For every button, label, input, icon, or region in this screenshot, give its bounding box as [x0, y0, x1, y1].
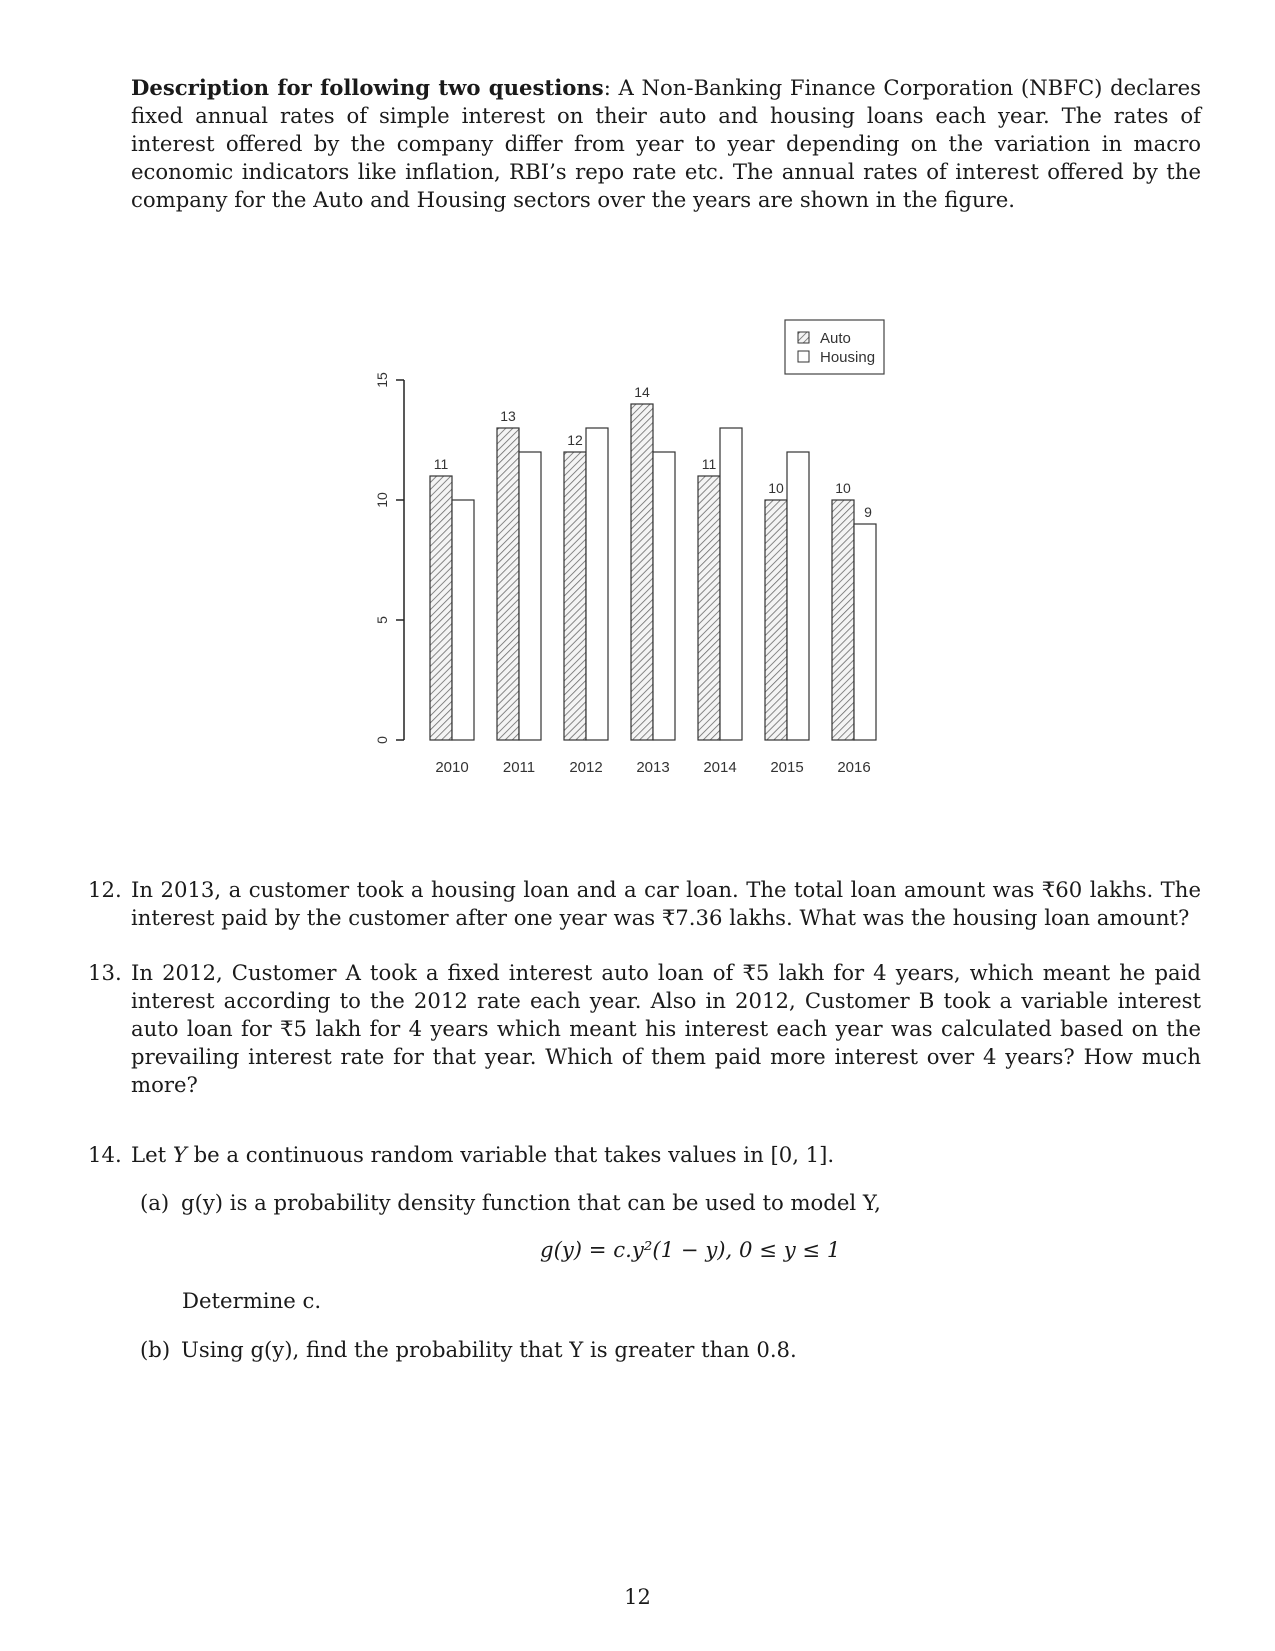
data-label-auto-2016: 10	[835, 480, 851, 496]
bars	[430, 384, 876, 740]
data-label-auto-2011: 13	[500, 408, 516, 424]
x-tick-label-2012: 2012	[569, 759, 603, 776]
legend-auto-swatch	[798, 332, 809, 343]
subpart-text: g(y) is a probability density function that can be used to model Y,	[181, 1190, 881, 1215]
bar-housing-2011	[519, 452, 541, 740]
x-tick-label-2011: 2011	[502, 759, 536, 776]
question-text: In 2013, a customer took a housing loan and a car loan. The total loan amount was ₹60 lakhs. The interest paid by the customer after one year was ₹7.36 lakhs. What was the housing loan amount?	[131, 877, 1201, 930]
question-13	[88, 959, 1201, 1099]
intro-heading: Description for following two questions	[131, 75, 604, 100]
bar-auto-2012	[564, 452, 586, 740]
data-label-auto-2015: 10	[768, 480, 784, 496]
bar-auto-2010	[430, 476, 452, 740]
question-number: 13.	[88, 960, 122, 985]
x-tick-label-2016: 2016	[837, 759, 871, 776]
data-label-auto-2014: 11	[701, 456, 717, 472]
bar-housing-2010	[452, 500, 474, 740]
page-number: 12	[624, 1585, 651, 1609]
question-14	[88, 1141, 1201, 1169]
bar-auto-2014	[698, 476, 720, 740]
legend	[785, 320, 884, 374]
bar-auto-2015	[765, 500, 787, 740]
y-axis-ticks	[374, 372, 404, 744]
question-number: 14.	[88, 1142, 122, 1167]
x-tick-label-2013: 2013	[636, 759, 670, 776]
question-12	[88, 876, 1201, 932]
question-text: In 2012, Customer A took a fixed interest auto loan of ₹5 lakh for 4 years, which meant he paid interest according to the 2012 rate each year. Also in 2012, Customer B took a variable interest auto loan for ₹5 lakh for 4 years which meant his interest each year was calculated based on the prevailing interest rate for that year. Which of them paid more interest over 4 years? How much more?	[131, 960, 1201, 1097]
legend-housing-label: Housing	[820, 349, 876, 366]
determine-text: Determine c.	[182, 1288, 322, 1313]
legend-auto-label: Auto	[820, 330, 851, 347]
y-tick-label: 15	[374, 372, 390, 388]
data-label-housing-2016: 9	[864, 504, 872, 520]
question-number: 12.	[88, 877, 122, 902]
x-tick-label-2010: 2010	[435, 759, 469, 776]
intro-text: : A Non-Banking Finance Corporation (NBFC) declares fixed annual rates of simple interest on their auto and housing loans each year. The rates of interest offered by the company differ from year to year depending on the variation in macro economic indicators like inflation, RBI’s repo rate etc. The annual rates of interest offered by the company for the Auto and Housing sectors over the years are shown in the figure.	[131, 75, 1201, 212]
density-formula: g(y) = c.y²(1 − y), 0 ≤ y ≤ 1	[540, 1237, 841, 1262]
bar-auto-2011	[497, 428, 519, 740]
data-label-auto-2013: 14	[634, 384, 650, 400]
bar-housing-2015	[787, 452, 809, 740]
x-axis-labels	[435, 759, 870, 776]
bar-chart	[0, 0, 1275, 800]
y-tick-label: 5	[374, 616, 390, 624]
bar-auto-2016	[832, 500, 854, 740]
x-tick-label-2014: 2014	[703, 759, 737, 776]
data-label-auto-2012: 12	[567, 432, 583, 448]
bar-housing-2013	[653, 452, 675, 740]
subpart-text: Using g(y), find the probability that Y is greater than 0.8.	[181, 1337, 797, 1362]
data-label-auto-2010: 11	[433, 456, 449, 472]
x-tick-label-2015: 2015	[770, 759, 804, 776]
bar-housing-2012	[586, 428, 608, 740]
legend-housing-swatch	[798, 351, 809, 362]
bar-auto-2013	[631, 404, 653, 740]
question-text: Let Y be a continuous random variable that takes values in [0, 1].	[131, 1142, 835, 1167]
y-tick-label: 10	[374, 492, 390, 508]
subpart-label: (a)	[140, 1190, 170, 1215]
subpart-label: (b)	[140, 1337, 171, 1362]
y-tick-label: 0	[374, 736, 390, 744]
bar-housing-2016	[854, 524, 876, 740]
bar-housing-2014	[720, 428, 742, 740]
